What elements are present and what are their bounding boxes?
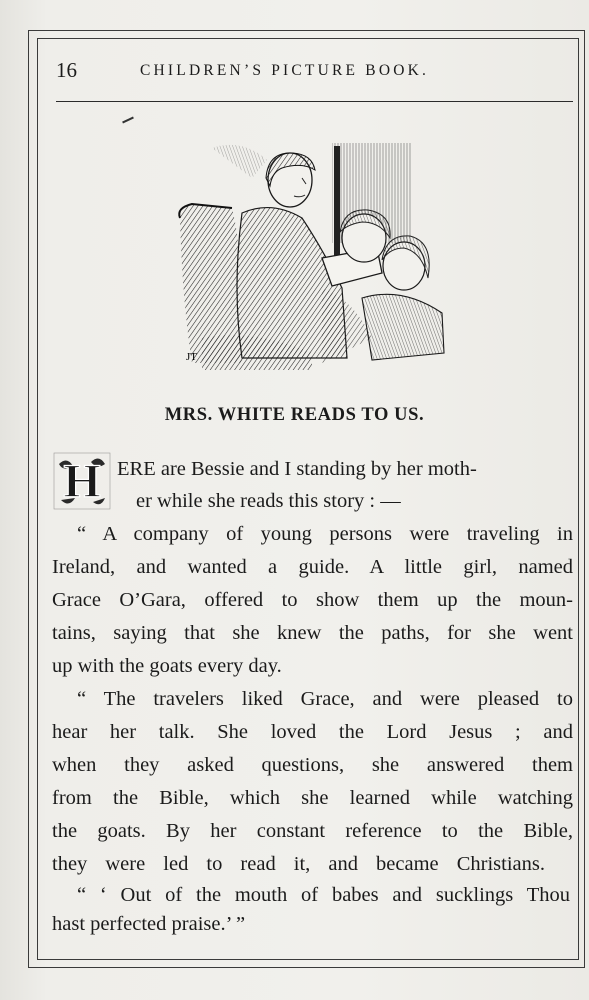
drop-cap-letter: H <box>63 455 101 508</box>
text-line: “ A company of young persons were traveling in <box>77 523 573 545</box>
text-line: hear her talk. She loved the Lord Jesus ; and <box>52 721 573 743</box>
text-line: up with the goats every day. <box>52 655 282 677</box>
header-rule <box>56 101 573 102</box>
text-line: “ ‘ Out of the mouth of babes and sucklings Thou <box>77 884 570 906</box>
engraver-signature: JT <box>186 351 197 363</box>
text-line: ERE are Bessie and I standing by her moth- <box>117 458 477 480</box>
text-line: they were led to read it, and became Christians. <box>52 853 545 875</box>
text-line: Ireland, and wanted a guide. A little girl, named <box>52 556 573 578</box>
text-line: the goats. By her constant reference to the Bible, <box>52 820 573 842</box>
text-line: er while she reads this story : — <box>136 490 401 512</box>
text-line: Grace O’Gara, offered to show them up the moun- <box>52 589 573 611</box>
text-line: “ The travelers liked Grace, and were pleased to <box>77 688 573 710</box>
engraving-illustration <box>172 138 452 373</box>
page-number: 16 <box>56 58 77 82</box>
running-head <box>56 58 576 88</box>
running-title: CHILDREN’S PICTURE BOOK. <box>140 62 430 79</box>
text-line: from the Bible, which she learned while watching <box>52 787 573 809</box>
drop-cap <box>53 452 111 510</box>
text-line: hast perfected praise.’ ” <box>52 913 246 935</box>
text-line: when they asked questions, she answered them <box>52 754 573 776</box>
text-line: tains, saying that she knew the paths, for she went <box>52 622 573 644</box>
illustration-caption: MRS. WHITE READS TO US. <box>164 405 425 425</box>
